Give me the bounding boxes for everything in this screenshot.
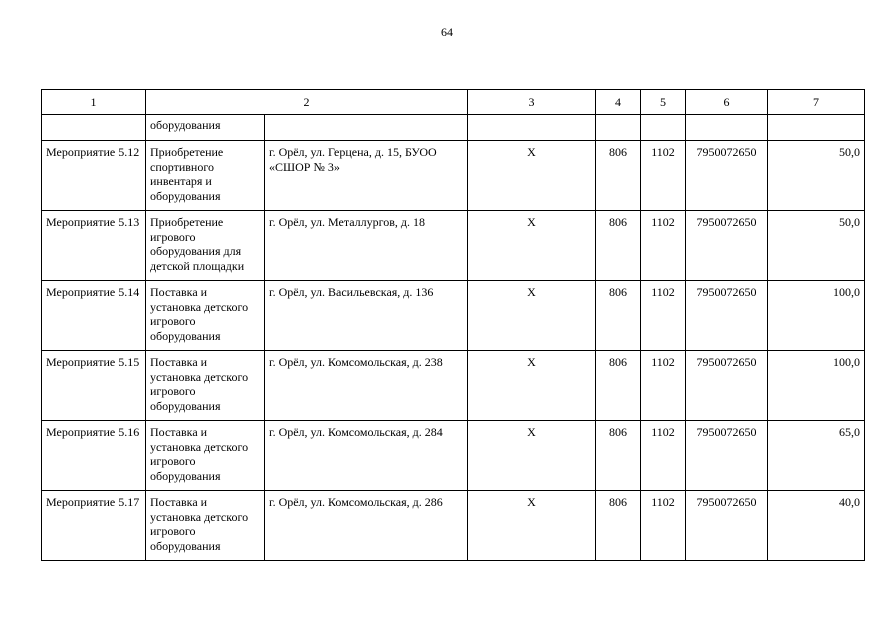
header-cell-5: 5	[641, 90, 686, 115]
col3-cell: Х	[468, 421, 596, 491]
cont-col7-cell	[768, 115, 865, 141]
item-cell: Поставка и установка детского игрового оборудования	[146, 421, 265, 491]
col4-cell: 806	[596, 211, 641, 281]
header-cell-3: 3	[468, 90, 596, 115]
address-cell: г. Орёл, ул. Васильевская, д. 136	[265, 281, 468, 351]
header-cell-7: 7	[768, 90, 865, 115]
col3-cell: Х	[468, 491, 596, 561]
amount-cell: 100,0	[768, 281, 865, 351]
col6-cell: 7950072650	[686, 351, 768, 421]
page-number: 64	[441, 25, 453, 39]
col6-cell: 7950072650	[686, 211, 768, 281]
col6-cell: 7950072650	[686, 491, 768, 561]
col4-cell: 806	[596, 141, 641, 211]
cont-col5-cell	[641, 115, 686, 141]
col4-cell: 806	[596, 351, 641, 421]
col3-cell: Х	[468, 211, 596, 281]
address-cell: г. Орёл, ул. Комсомольская, д. 286	[265, 491, 468, 561]
table-row	[42, 491, 865, 561]
cont-col3-cell	[468, 115, 596, 141]
item-cell: Поставка и установка детского игрового оборудования	[146, 351, 265, 421]
col6-cell: 7950072650	[686, 141, 768, 211]
cont-item-cell: оборудования	[146, 115, 265, 141]
amount-cell: 50,0	[768, 211, 865, 281]
table-row	[42, 351, 865, 421]
cont-address-cell	[265, 115, 468, 141]
item-cell: Приобретение спортивного инвентаря и оборудования	[146, 141, 265, 211]
address-cell: г. Орёл, ул. Герцена, д. 15, БУОО «СШОР № 3»	[265, 141, 468, 211]
budget-table	[41, 89, 865, 561]
amount-cell: 40,0	[768, 491, 865, 561]
address-cell: г. Орёл, ул. Комсомольская, д. 238	[265, 351, 468, 421]
header-cell-1: 1	[42, 90, 146, 115]
table-row	[42, 421, 865, 491]
table-row	[42, 281, 865, 351]
col3-cell: Х	[468, 351, 596, 421]
col5-cell: 1102	[641, 281, 686, 351]
header-cell-2: 2	[146, 90, 468, 115]
col5-cell: 1102	[641, 421, 686, 491]
header-cell-4: 4	[596, 90, 641, 115]
address-cell: г. Орёл, ул. Металлургов, д. 18	[265, 211, 468, 281]
event-cell: Мероприятие 5.14	[42, 281, 146, 351]
col5-cell: 1102	[641, 141, 686, 211]
cont-event-cell	[42, 115, 146, 141]
cont-col4-cell	[596, 115, 641, 141]
header-row	[42, 90, 865, 115]
col4-cell: 806	[596, 281, 641, 351]
amount-cell: 50,0	[768, 141, 865, 211]
col3-cell: Х	[468, 281, 596, 351]
header-cell-6: 6	[686, 90, 768, 115]
table-row	[42, 211, 865, 281]
col3-cell: Х	[468, 141, 596, 211]
amount-cell: 100,0	[768, 351, 865, 421]
address-cell: г. Орёл, ул. Комсомольская, д. 284	[265, 421, 468, 491]
col4-cell: 806	[596, 491, 641, 561]
col6-cell: 7950072650	[686, 421, 768, 491]
col4-cell: 806	[596, 421, 641, 491]
item-cell: Поставка и установка детского игрового оборудования	[146, 491, 265, 561]
event-cell: Мероприятие 5.13	[42, 211, 146, 281]
item-cell: Приобретение игрового оборудования для детской площадки	[146, 211, 265, 281]
col6-cell: 7950072650	[686, 281, 768, 351]
event-cell: Мероприятие 5.12	[42, 141, 146, 211]
event-cell: Мероприятие 5.15	[42, 351, 146, 421]
col5-cell: 1102	[641, 351, 686, 421]
event-cell: Мероприятие 5.17	[42, 491, 146, 561]
item-cell: Поставка и установка детского игрового оборудования	[146, 281, 265, 351]
table-row	[42, 141, 865, 211]
cont-col6-cell	[686, 115, 768, 141]
continuation-row	[42, 115, 865, 141]
event-cell: Мероприятие 5.16	[42, 421, 146, 491]
col5-cell: 1102	[641, 211, 686, 281]
amount-cell: 65,0	[768, 421, 865, 491]
col5-cell: 1102	[641, 491, 686, 561]
